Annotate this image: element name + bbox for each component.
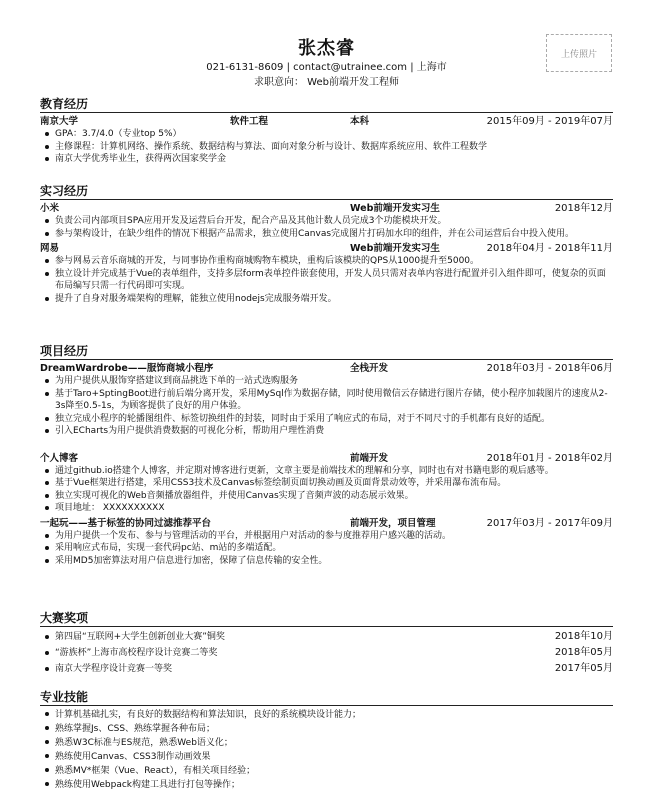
degree: 本科: [350, 116, 370, 127]
role: 前端开发，项目管理: [350, 517, 436, 529]
projects-title: 项目经历: [40, 343, 613, 360]
list-item: 基于Taro+SptingBoot进行前后端分离开发，采用MySql作为数据存储，同时使用微信云存储进行图片存储，使小程序加载图片的速度从2-3s降至0.5-1s，为顾客提供了良好的用户体验。: [40, 388, 613, 413]
list-item: 主修课程：计算机网络、操作系统、数据结构与算法、面向对象分析与设计、数据库系统应用、软件工程数学: [40, 141, 613, 154]
project-entry-head: [40, 452, 613, 465]
list-item: 提升了自身对服务端架构的理解，能独立使用nodejs完成服务端开发。: [40, 293, 613, 306]
list-item: 熟练使用Webpack构建工具进行打包等操作；: [40, 778, 613, 792]
award-date: 2018年05月: [554, 647, 613, 658]
awards-section: [40, 610, 613, 677]
education-date: 2015年09月 - 2019年07月: [486, 116, 613, 127]
list-item: 引入ECharts为用户提供消费数据的可视化分析，帮助用户理性消费: [40, 425, 613, 438]
internship-list: [40, 215, 613, 240]
award-name: 南京大学程序设计竞赛一等奖: [55, 664, 173, 674]
internship-date: 2018年04月 - 2018年11月: [486, 243, 613, 254]
education-entry-head: [40, 115, 613, 128]
list-item: 参与网易云音乐商城的开发，与同事协作重构商城购物车模块，重构后该模块的QPS从1000提升至5000。: [40, 255, 613, 268]
list-item: 计算机基础扎实，有良好的数据结构和算法知识，良好的系统模块设计能力；: [40, 708, 613, 722]
list-item: 熟练掌握Js、CSS、熟练掌握各种布局；: [40, 722, 613, 736]
education-section: [40, 96, 613, 166]
list-item: 通过github.io搭建个人博客，并定期对博客进行更新，文章主要是前端技术的理解和分享，同时也有对书籍电影的观后感等。: [40, 465, 613, 478]
award-date: 2017年05月: [554, 663, 613, 674]
internship-section: [40, 183, 613, 305]
skills-title: 专业技能: [40, 689, 613, 706]
list-item: 南京大学优秀毕业生，获得两次国家奖学金: [40, 153, 613, 166]
list-item: 负责公司内部项目SPA应用开发及运营后台开发，配合产品及其他计数人员完成3个功能模块开发。: [40, 215, 613, 228]
list-item: [40, 645, 613, 661]
project-date: 2017年03月 - 2017年09月: [486, 517, 613, 529]
list-item: 采用响应式布局，实现一套代码pc站、m站的多端适配。: [40, 542, 613, 555]
project-name: DreamWardrobe——服饰商城小程序: [40, 363, 214, 374]
role: Web前端开发实习生: [350, 203, 440, 214]
project-date: 2018年01月 - 2018年02月: [486, 452, 613, 464]
awards-list: [40, 629, 613, 677]
role: 全栈开发: [350, 363, 389, 374]
project-list: [40, 465, 613, 515]
list-item: 独立设计并完成基于Vue的表单组件，支持多层form表单控件嵌套使用，开发人员只需对表单内容进行配置并引入组件即可，使复杂的页面布局编写只需一行代码即可实现。: [40, 268, 613, 293]
job-objective: 求职意向： Web前端开发工程师: [254, 77, 399, 88]
project-list: [40, 530, 613, 568]
list-item: 熟悉MV*框架（Vue、React），有相关项目经验；: [40, 764, 613, 778]
awards-title: 大赛奖项: [40, 610, 613, 627]
award-date: 2018年10月: [554, 631, 613, 642]
project-list: [40, 375, 613, 438]
project-entry-head: [40, 362, 613, 375]
list-item: GPA：3.7/4.0（专业top 5%）: [40, 128, 613, 141]
project-entry-head: [40, 517, 613, 530]
role: 前端开发: [350, 452, 389, 464]
internship-title: 实习经历: [40, 183, 613, 200]
internship-date: 2018年12月: [554, 203, 613, 214]
school-name: 南京大学: [40, 116, 79, 127]
project-name: 一起玩——基于标签的协同过滤推荐平台: [40, 517, 212, 529]
education-title: 教育经历: [40, 96, 613, 113]
company-name: 网易: [40, 243, 60, 254]
skills-list: [40, 708, 613, 792]
list-item: 熟悉W3C标准与ES规范，熟悉Web语义化；: [40, 736, 613, 750]
list-item: 独立完成小程序的轮播图组件、标签切换组件的封装，同时由于采用了响应式的布局，对于不同尺寸的手机都有良好的适配。: [40, 413, 613, 426]
project-name: 个人博客: [40, 452, 79, 464]
internship-entry-head: [40, 242, 613, 255]
internship-entry-head: [40, 202, 613, 215]
resume-name: 张杰睿: [298, 38, 355, 59]
major: 软件工程: [230, 116, 269, 127]
list-item: 为用户提供从服饰穿搭建议到商品挑选下单的一站式选购服务: [40, 375, 613, 388]
award-name: “游族杯”上海市高校程序设计竞赛二等奖: [55, 648, 218, 658]
list-item: [40, 661, 613, 677]
list-item: 采用MD5加密算法对用户信息进行加密，保障了信息传输的安全性。: [40, 555, 613, 568]
projects-section: [40, 343, 613, 567]
list-item: 基于Vue框架进行搭建，采用CSS3技术及Canvas标签绘制页面切换动画及页面背景动效等，并采用瀑布流布局。: [40, 477, 613, 490]
list-item: 熟练使用Canvas、CSS3制作动画效果: [40, 750, 613, 764]
upload-photo-button[interactable]: 上传照片: [546, 34, 612, 72]
award-name: 第四届“互联网+大学生创新创业大赛”铜奖: [55, 632, 225, 642]
education-list: [40, 128, 613, 166]
role: Web前端开发实习生: [350, 243, 440, 254]
skills-section: [40, 689, 613, 792]
list-item: 项目地址： XXXXXXXXXX: [40, 502, 613, 515]
project-date: 2018年03月 - 2018年06月: [486, 363, 613, 374]
list-item: 独立实现可视化的Web音频播放器组件，并使用Canvas实现了音频声波的动态展示效果。: [40, 490, 613, 503]
internship-list: [40, 255, 613, 305]
list-item: 为用户提供一个发布、参与与管理活动的平台，并根据用户对活动的参与度推荐用户感兴趣的活动。: [40, 530, 613, 543]
company-name: 小米: [40, 203, 60, 214]
list-item: [40, 629, 613, 645]
contact-line: 021-6131-8609 | contact@utrainee.com | 上海市: [206, 62, 447, 73]
list-item: 参与架构设计，在缺少组件的情况下根据产品需求，独立使用Canvas完成图片打码加水印的组件，并在公司运营后台中投入使用。: [40, 228, 613, 241]
